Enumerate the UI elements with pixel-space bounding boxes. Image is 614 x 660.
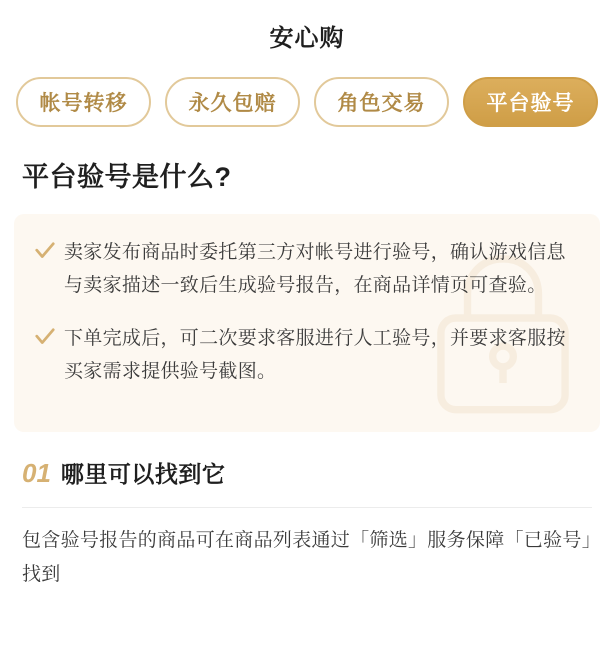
info-card — [14, 214, 600, 432]
check-icon — [34, 327, 56, 349]
section-number-title: 哪里可以找到它 — [60, 461, 226, 487]
section-number: 01 — [22, 458, 51, 488]
tab-account-transfer[interactable]: 帐号转移 — [16, 77, 151, 127]
tab-role-trade[interactable]: 角色交易 — [314, 77, 449, 127]
tab-bar — [0, 63, 614, 137]
page-title: 安心购 — [269, 25, 345, 52]
check-icon — [34, 241, 56, 263]
section-heading: 平台验号是什么? — [22, 162, 232, 192]
list-item — [34, 322, 580, 388]
numbered-heading — [0, 432, 614, 489]
section-paragraph: 包含验号报告的商品可在商品列表通过「筛选」服务保障「已验号」找到 — [22, 530, 592, 585]
list-item — [34, 236, 580, 302]
list-item-text: 卖家发布商品时委托第三方对帐号进行验号，确认游戏信息与卖家描述一致后生成验号报告，在商品详情页可查验。 — [64, 242, 566, 296]
tab-platform-verification[interactable]: 平台验号 — [463, 77, 598, 127]
list-item-text: 下单完成后，可二次要求客服进行人工验号，并要求客服按买家需求提供验号截图。 — [64, 328, 566, 382]
tab-permanent-compensation[interactable]: 永久包赔 — [165, 77, 300, 127]
